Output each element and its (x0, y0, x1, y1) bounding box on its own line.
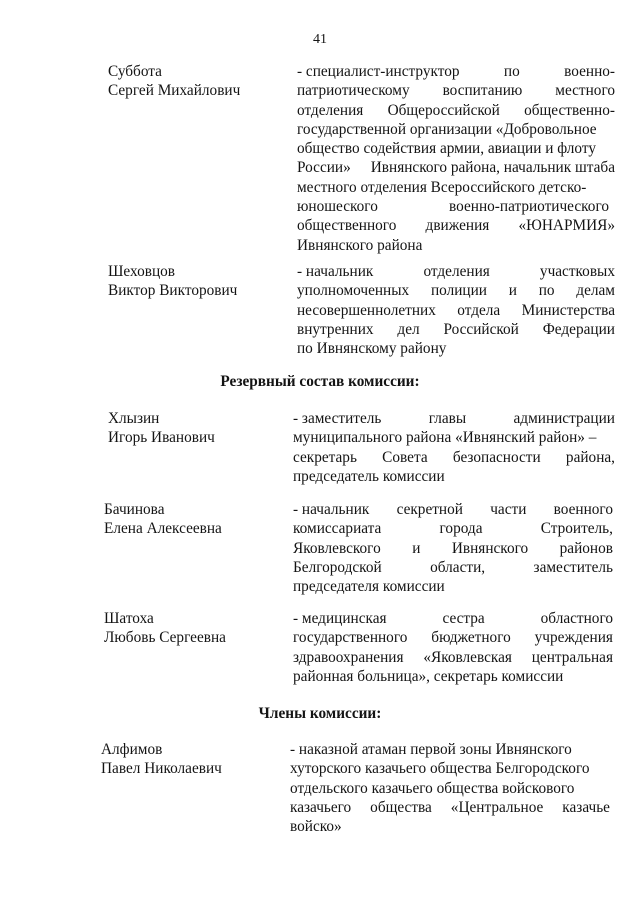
member-surname: Шеховцов (108, 263, 176, 280)
role-line: - наказной атаман первой зоны Ивнянского (290, 741, 572, 758)
role-line: районная больница», секретарь комиссии (293, 667, 564, 685)
member-name (104, 500, 284, 539)
member-name (108, 62, 288, 101)
member-name (104, 609, 284, 648)
member-role (297, 62, 615, 255)
member-surname: Бачинова (104, 501, 165, 518)
role-line: несовершеннолетних отдела Министерства (297, 301, 615, 319)
member-role (293, 609, 613, 686)
role-line: государственной организации «Добровольное (297, 120, 597, 138)
role-line: отделения Общероссийской общественно- (297, 101, 615, 119)
role-line: войско» (290, 818, 342, 836)
role-line: Яковлевского и Ивнянского районов (293, 539, 613, 557)
role-line: Ивнянского района (297, 236, 423, 254)
member-role (293, 500, 613, 596)
role-line: секретарь Совета безопасности района, (293, 448, 615, 466)
role-line: общество содействия армии, авиации и флоту (297, 140, 596, 158)
role-line: казачьего общества «Центральное казачье (290, 798, 610, 816)
member-role (290, 740, 610, 836)
member-given-names: Елена Алексеевна (104, 520, 222, 538)
role-line: патриотическому воспитанию местного (297, 82, 615, 100)
role-line: председатель комиссии (293, 467, 445, 485)
role-line: местного отделения Всероссийского детско- (297, 178, 587, 196)
member-surname: Алфимов (101, 741, 163, 758)
role-line: - начальник отделения участковых (297, 263, 615, 280)
member-surname: Шатоха (104, 610, 154, 627)
member-given-names: Любовь Сергеевна (104, 629, 226, 647)
member-surname: Суббота (108, 63, 162, 80)
member-name (108, 409, 288, 448)
member-given-names: Павел Николаевич (101, 760, 222, 778)
role-line: - заместитель главы администрации (293, 410, 615, 427)
reserve-section-heading: Резервный состав комиссии: (220, 373, 420, 390)
member-role (293, 409, 615, 486)
role-line: муниципального района «Ивнянский район» – (293, 429, 597, 447)
role-line: Белгородской области, заместитель (293, 558, 613, 576)
role-line: - начальник секретной части военного (293, 501, 613, 518)
member-given-names: Виктор Викторович (108, 282, 238, 300)
role-line: хуторского казачьего общества Белгородского (290, 760, 590, 778)
role-line: России» Ивнянского района, начальник штаба (297, 159, 615, 177)
role-line: по Ивнянскому району (297, 340, 447, 358)
role-line: комиссариата города Строитель, (293, 520, 613, 538)
member-role (297, 262, 615, 358)
page-number: 41 (313, 32, 327, 47)
member-surname: Хлызин (108, 410, 160, 427)
member-given-names: Сергей Михайлович (108, 82, 241, 100)
role-line: председателя комиссии (293, 578, 445, 596)
member-name (108, 262, 288, 301)
role-line: уполномоченных полиции и по делам (297, 282, 615, 300)
member-name (101, 740, 281, 779)
role-line: здравоохранения «Яковлевская центральная (293, 648, 613, 666)
role-line: государственного бюджетного учреждения (293, 629, 613, 647)
role-line: отдельского казачьего общества войскового (290, 779, 575, 797)
member-given-names: Игорь Иванович (108, 429, 215, 447)
role-line: внутренних дел Российской Федерации (297, 320, 615, 338)
role-line: юношеского военно-патриотического (297, 198, 609, 216)
members-section-heading: Члены комиссии: (258, 705, 382, 722)
role-line: - медицинская сестра областного (293, 610, 613, 627)
role-line: общественного движения «ЮНАРМИЯ» (297, 217, 615, 235)
role-line: - специалист-инструктор по военно- (297, 63, 615, 80)
